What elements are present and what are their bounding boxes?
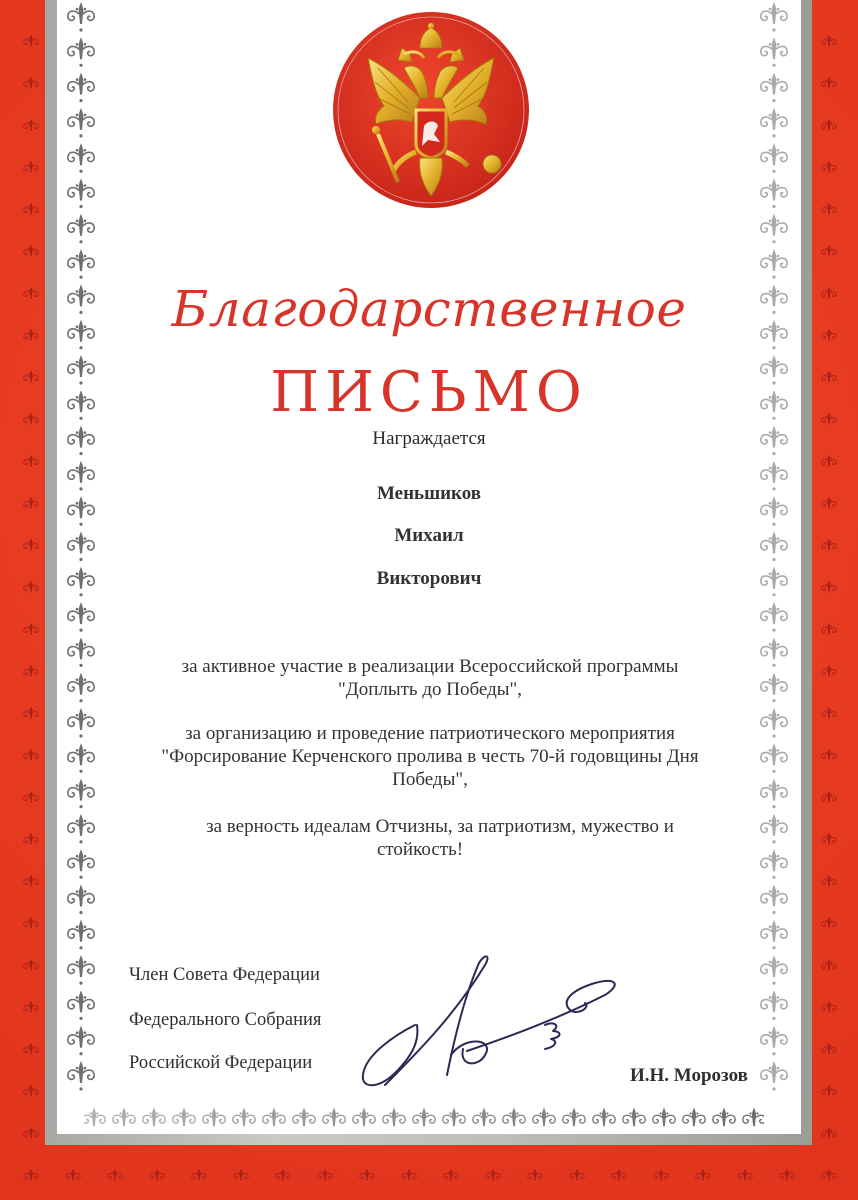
- title-script-line: Благодарственное: [171, 280, 687, 338]
- reason-line: Победы",: [392, 769, 468, 790]
- reason-paragraph-2: [100, 722, 760, 791]
- recipient-first-name: Михаил: [394, 525, 464, 546]
- reason-line: "Форсирование Керченского пролива в честь 70-й годовщины Дня: [161, 746, 699, 767]
- reason-paragraph-1: [100, 655, 760, 701]
- handwritten-signature-icon: [355, 955, 625, 1095]
- signatory-name: И.Н. Морозов: [630, 1065, 748, 1086]
- reason-line: "Доплыть до Победы",: [337, 679, 523, 700]
- signatory-position-line-2: Федерального Собрания: [129, 1010, 322, 1030]
- reason-line: за активное участие в реализации Всероссийской программы: [181, 656, 679, 677]
- reason-paragraph-3: [130, 815, 750, 861]
- signatory-position-line-3: Российской Федерации: [129, 1053, 313, 1073]
- awarded-label: Награждается: [372, 428, 486, 449]
- bottom-ornament-border-icon: [84, 1104, 764, 1130]
- reason-line: за верность идеалам Отчизны, за патриотизм, мужество и: [206, 816, 674, 837]
- left-ornament-border-icon: [61, 0, 101, 1134]
- russian-coat-of-arms-icon: [328, 6, 534, 212]
- signatory-position-line-1: Член Совета Федерации: [129, 965, 320, 985]
- recipient-surname: Меньшиков: [376, 483, 482, 504]
- reason-line: за организацию и проведение патриотического мероприятия: [185, 723, 675, 744]
- reason-line: стойкость!: [376, 839, 464, 860]
- emblem: [328, 6, 534, 212]
- recipient-patronymic: Викторович: [376, 568, 482, 589]
- title-main-line: ПИСЬМО: [270, 360, 588, 425]
- right-ornament-border-icon: [754, 0, 794, 1134]
